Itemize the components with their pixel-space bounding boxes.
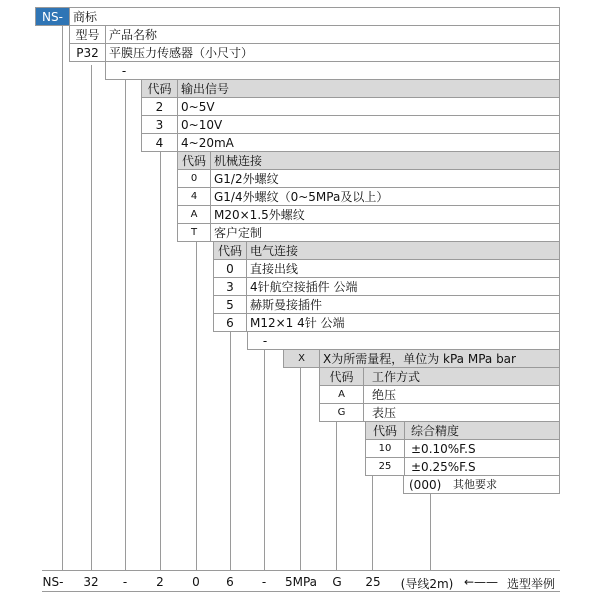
example-part: 2 <box>156 575 164 589</box>
model-row <box>69 43 560 62</box>
mech-code: T <box>178 224 211 241</box>
model-code: P32 <box>70 44 106 61</box>
mech-header-code: 代码 <box>178 152 211 169</box>
mech-row <box>177 205 560 224</box>
elec-header-label: 电气连接 <box>250 243 299 258</box>
range-code: X <box>284 350 320 367</box>
connector-line <box>125 79 126 570</box>
accuracy-row <box>365 439 560 458</box>
accuracy-code: 10 <box>366 440 405 457</box>
example-part: 32 <box>83 575 99 589</box>
mech-header-row <box>177 151 560 170</box>
mode-header-code: 代码 <box>320 368 364 385</box>
elec-row <box>213 313 560 332</box>
elec-code: 5 <box>214 296 247 313</box>
separator-code: - <box>121 63 127 78</box>
example-part: NS- <box>42 575 64 589</box>
elec-label: 直接出线 <box>250 261 299 276</box>
connector-line <box>430 491 431 570</box>
elec-label: 4针航空接插件 公端 <box>250 279 358 294</box>
mode-header-row <box>319 367 560 386</box>
separator-row <box>105 61 560 80</box>
elec-label: 赫斯曼接插件 <box>250 297 323 312</box>
elec-header-row <box>213 241 560 260</box>
mech-row <box>177 187 560 206</box>
accuracy-code: (000) <box>409 477 442 492</box>
elec-header-code: 代码 <box>214 242 247 259</box>
mech-code: 0 <box>178 170 211 187</box>
elec-code: 0 <box>214 260 247 277</box>
example-part: - <box>122 575 128 589</box>
connector-line <box>264 349 265 570</box>
example-caption: 选型举例 <box>506 577 555 591</box>
output-row <box>141 115 560 134</box>
output-label: 0~10V <box>181 117 223 132</box>
mech-row <box>177 169 560 188</box>
accuracy-row <box>403 475 560 494</box>
output-code: 4 <box>142 134 178 151</box>
output-label: 0~5V <box>181 99 215 114</box>
mode-code: G <box>320 404 364 421</box>
model-label: 平膜压力传感器（小尺寸） <box>109 45 254 60</box>
model-header-label: 产品名称 <box>109 27 158 42</box>
accuracy-label: ±0.10%F.S <box>411 441 476 456</box>
elec-label: M12×1 4针 公端 <box>250 315 345 330</box>
mech-label: M20×1.5外螺纹 <box>214 207 305 222</box>
elec-row <box>213 295 560 314</box>
mech-label: G1/4外螺纹（0~5MPa及以上） <box>214 189 389 204</box>
example-part: 5MPa <box>284 575 318 589</box>
elec-code: 6 <box>214 314 247 331</box>
model-header-row <box>69 25 560 44</box>
mode-label: 表压 <box>372 405 397 420</box>
separator-row <box>247 331 560 350</box>
mode-label: 绝压 <box>372 387 397 402</box>
accuracy-row <box>365 457 560 476</box>
mech-label: G1/2外螺纹 <box>214 171 279 186</box>
elec-row <box>213 259 560 278</box>
output-code: 2 <box>142 98 178 115</box>
example-part: 25 <box>365 575 381 589</box>
mode-header-label: 工作方式 <box>372 369 421 384</box>
brand-row <box>35 7 560 26</box>
accuracy-header-label: 综合精度 <box>411 423 460 438</box>
range-label: X为所需量程，单位为 kPa MPa bar <box>323 351 516 366</box>
mech-code: A <box>178 206 211 223</box>
output-header-label: 输出信号 <box>181 81 230 96</box>
mech-code: 4 <box>178 188 211 205</box>
elec-row <box>213 277 560 296</box>
accuracy-header-row <box>365 421 560 440</box>
mode-row <box>319 385 560 404</box>
accuracy-code: 25 <box>366 458 405 475</box>
example-part: - <box>261 575 267 589</box>
elec-code: 3 <box>214 278 247 295</box>
connector-line <box>196 240 197 570</box>
output-label: 4~20mA <box>181 135 234 150</box>
output-row <box>141 133 560 152</box>
model-header-code: 型号 <box>70 26 106 43</box>
accuracy-label: ±0.25%F.S <box>411 459 476 474</box>
mech-label: 客户定制 <box>214 225 263 240</box>
brand-code: NS- <box>36 8 70 25</box>
mech-header-label: 机械连接 <box>214 153 263 168</box>
accuracy-header-code: 代码 <box>366 422 405 439</box>
connector-line <box>336 420 337 570</box>
connector-line <box>300 367 301 570</box>
separator-code: - <box>262 333 268 348</box>
brand-label: 商标 <box>73 9 98 24</box>
example-part: 0 <box>192 575 200 589</box>
output-row <box>141 97 560 116</box>
connector-line <box>230 331 231 570</box>
output-code: 3 <box>142 116 178 133</box>
connector-line <box>91 65 92 570</box>
output-header-code: 代码 <box>142 80 178 97</box>
example-part: 6 <box>226 575 234 589</box>
range-row <box>283 349 560 368</box>
example-part: G <box>332 575 342 589</box>
example-arrow: ←—— <box>463 575 499 589</box>
mode-row <box>319 403 560 422</box>
mode-code: A <box>320 386 364 403</box>
connector-line <box>160 150 161 570</box>
connector-line <box>372 473 373 570</box>
mech-row <box>177 223 560 242</box>
accuracy-label: 其他要求 <box>453 478 497 491</box>
example-part: (导线2m) <box>400 577 454 591</box>
connector-line <box>62 12 63 570</box>
output-header-row <box>141 79 560 98</box>
